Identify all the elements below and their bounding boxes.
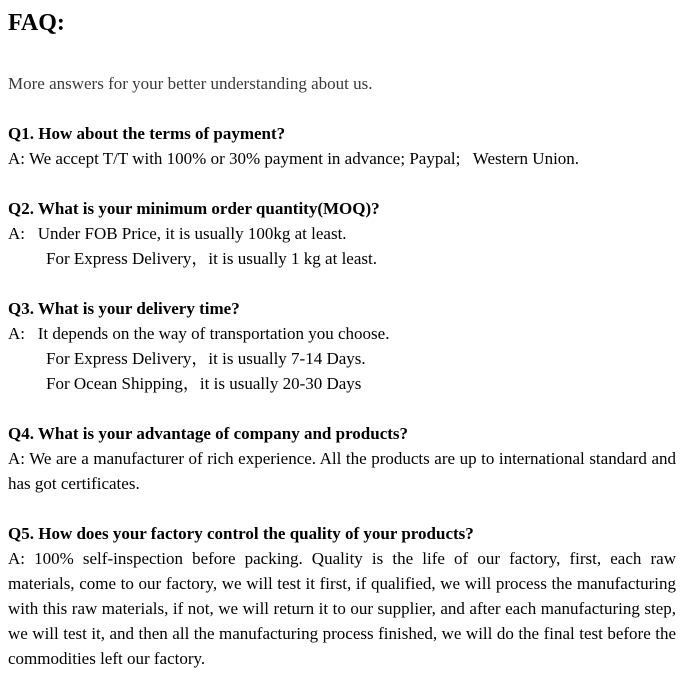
faq-question: Q5. How does your factory control the quality of your products?: [8, 524, 474, 543]
faq-item-q2: [8, 196, 676, 271]
faq-answer: A: It depends on the way of transportation you choose.: [8, 324, 390, 343]
faq-answer-continued: For Express Delivery，it is usually 1 kg at least.: [46, 249, 377, 268]
faq-item-q3: [8, 296, 676, 396]
faq-question: Q3. What is your delivery time?: [8, 299, 240, 318]
faq-question: Q2. What is your minimum order quantity(MOQ)?: [8, 199, 380, 218]
faq-answer: A: Under FOB Price, it is usually 100kg at least.: [8, 224, 347, 243]
faq-answer: A: We are a manufacturer of rich experience. All the products are up to international standard and has got certificates.: [8, 449, 676, 493]
faq-question: Q1. How about the terms of payment?: [8, 124, 286, 143]
faq-answer-continued: For Express Delivery，it is usually 7-14 Days.: [46, 349, 366, 368]
page-subtitle: More answers for your better understanding about us.: [8, 74, 373, 93]
page-title: FAQ:: [8, 10, 65, 36]
faq-item-q4: [8, 421, 676, 496]
faq-question: Q4. What is your advantage of company and products?: [8, 424, 409, 443]
faq-answer: A: 100% self-inspection before packing. Quality is the life of our factory, first, each raw materials, come to our factory, we will test it first, if qualified, we will process the manufacturing with this raw materials, if not, we will return it to our supplier, and after each manufacturing step, we will test it, and then all the manufacturing process finished, we will do the final test before the commodities left our factory.: [8, 549, 676, 668]
faq-item-q1: [8, 121, 676, 171]
faq-answer-continued: For Ocean Shipping，it is usually 20-30 Days: [46, 374, 362, 393]
faq-item-q5: [8, 521, 676, 671]
faq-answer: A: We accept T/T with 100% or 30% payment in advance; Paypal; Western Union.: [8, 149, 580, 168]
